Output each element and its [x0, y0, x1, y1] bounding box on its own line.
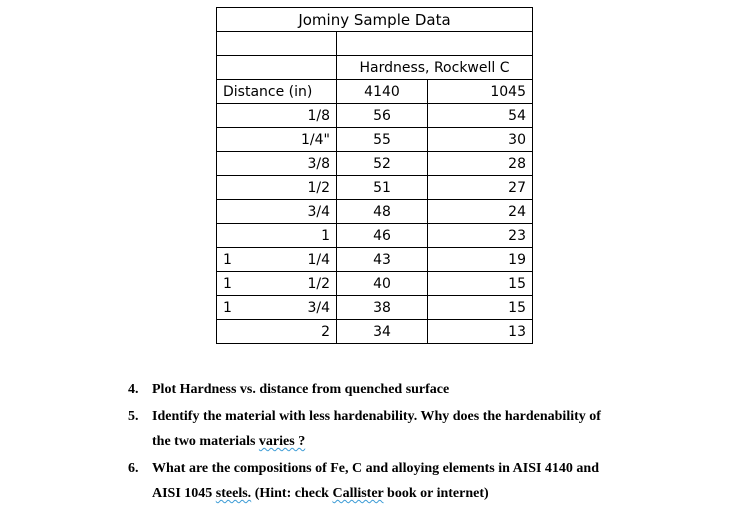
table-row: [217, 176, 533, 200]
spellcheck-flagged-word: steels.: [215, 486, 252, 501]
hardness-group-header: Hardness, Rockwell C: [337, 56, 533, 80]
hardness-4140-cell: 52: [337, 152, 428, 176]
hardness-4140-cell: 55: [337, 128, 428, 152]
distance-whole: 1: [223, 251, 232, 268]
hardness-1045-cell: 30: [428, 128, 533, 152]
table-row: [217, 152, 533, 176]
table-column-header-row: [217, 80, 533, 104]
question-list: [128, 377, 728, 508]
distance-fraction: 3/4: [307, 299, 330, 316]
distance-cell: 3/4: [217, 200, 337, 224]
table-row: [217, 248, 533, 272]
hardness-1045-cell: 15: [428, 296, 533, 320]
hardness-1045-cell: 19: [428, 248, 533, 272]
hardness-4140-cell: 40: [337, 272, 428, 296]
hardness-1045-cell: 13: [428, 320, 533, 344]
hardness-4140-cell: 38: [337, 296, 428, 320]
question-text: Plot Hardness vs. distance from quenched surface: [152, 382, 450, 397]
empty-cell: [337, 32, 533, 56]
hardness-1045-cell: 15: [428, 272, 533, 296]
question-item: [128, 377, 728, 402]
jominy-data-table: [216, 7, 533, 344]
distance-cell: 1/2: [217, 176, 337, 200]
question-text: Identify the material with less hardenability. Why does the hardenability of: [152, 409, 601, 424]
hardness-1045-cell: 27: [428, 176, 533, 200]
table-row: [217, 224, 533, 248]
hardness-1045-cell: 28: [428, 152, 533, 176]
spellcheck-flagged-word: Callister: [332, 486, 384, 501]
hardness-1045-cell: 23: [428, 224, 533, 248]
distance-cell: 1/8: [217, 104, 337, 128]
table-row: [217, 296, 533, 320]
empty-cell: [217, 32, 337, 56]
distance-whole: 1: [223, 299, 232, 316]
table-row: [217, 200, 533, 224]
table-row: [217, 104, 533, 128]
hardness-4140-cell: 48: [337, 200, 428, 224]
hardness-4140-cell: 34: [337, 320, 428, 344]
distance-whole: 1: [223, 275, 232, 292]
distance-fraction: 1/4: [307, 251, 330, 268]
question-text: (Hint: check: [251, 486, 333, 501]
table-row: [217, 320, 533, 344]
question-item: [128, 404, 728, 454]
spellcheck-flagged-word: varies ?: [258, 434, 306, 449]
distance-column-header: Distance (in): [217, 80, 337, 104]
col-4140-header: 4140: [337, 80, 428, 104]
question-number: 6.: [128, 461, 139, 476]
distance-fraction: 1/2: [307, 275, 330, 292]
hardness-4140-cell: 46: [337, 224, 428, 248]
distance-cell: 2: [217, 320, 337, 344]
col-1045-header: 1045: [428, 80, 533, 104]
hardness-4140-cell: 56: [337, 104, 428, 128]
distance-cell: 1/4": [217, 128, 337, 152]
table-title: Jominy Sample Data: [217, 8, 533, 32]
hardness-1045-cell: 24: [428, 200, 533, 224]
empty-cell: [217, 56, 337, 80]
hardness-1045-cell: 54: [428, 104, 533, 128]
distance-cell: [217, 248, 337, 272]
question-text: book or internet): [383, 486, 489, 501]
hardness-4140-cell: 43: [337, 248, 428, 272]
question-item: [128, 456, 728, 506]
distance-cell: [217, 272, 337, 296]
distance-cell: 1: [217, 224, 337, 248]
table-row: [217, 128, 533, 152]
question-text: AISI 1045: [152, 486, 216, 501]
question-number: 5.: [128, 409, 139, 424]
question-text: the two materials: [152, 434, 259, 449]
question-text: What are the compositions of Fe, C and alloying elements in AISI 4140 and: [152, 461, 599, 476]
table-empty-row: [217, 32, 533, 56]
hardness-4140-cell: 51: [337, 176, 428, 200]
table-row: [217, 272, 533, 296]
table-group-header-row: [217, 56, 533, 80]
table-title-row: [217, 8, 533, 32]
distance-cell: [217, 296, 337, 320]
question-number: 4.: [128, 382, 139, 397]
distance-cell: 3/8: [217, 152, 337, 176]
